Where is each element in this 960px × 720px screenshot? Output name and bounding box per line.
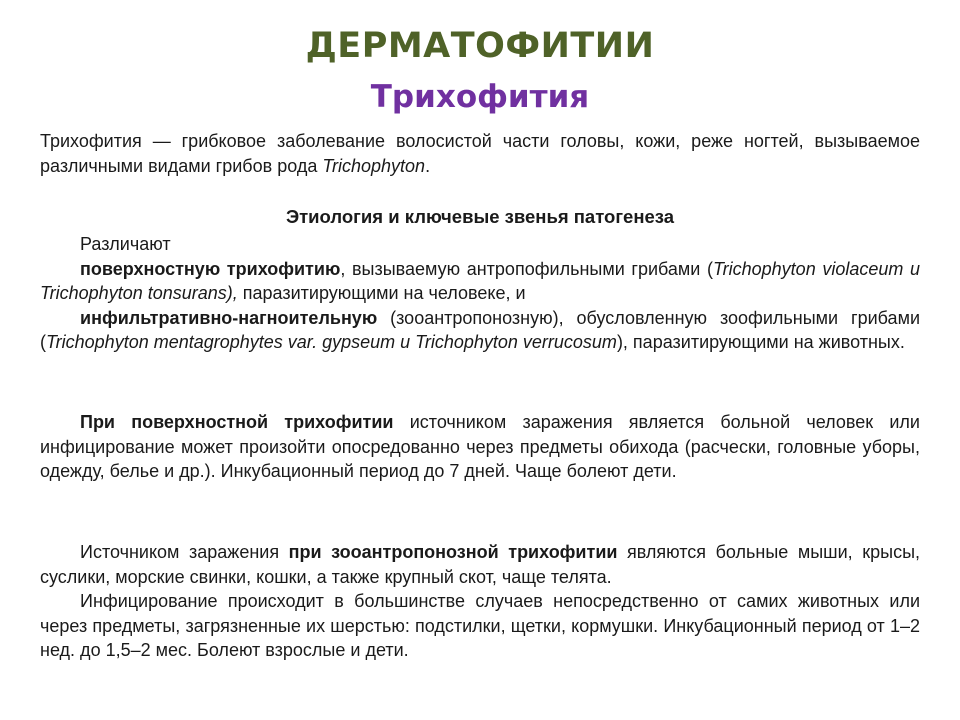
superficial-text2: паразитирующими на человеке, и: [237, 283, 526, 303]
infiltrative-text1: (зооантропонозную), обусловленную зоофильными грибами (: [40, 307, 920, 352]
superficial-paragraph: [40, 257, 920, 306]
definition-end: .: [425, 155, 431, 176]
zoo-source-text1: Источником заражения: [80, 542, 289, 562]
slide-title: ДЕРМАТОФИТИИ: [305, 26, 655, 66]
superficial-text1: , вызываемую антропофильными грибами (: [340, 258, 713, 279]
superficial-source-paragraph: [40, 410, 920, 484]
etiology-block: [40, 232, 920, 355]
distinguish-line: Различают: [80, 234, 171, 254]
superficial-species: Trichophyton violaceum и Trichophyton tonsurans),: [40, 258, 920, 303]
zoo-source-block: [40, 540, 920, 663]
section-heading: Этиология и ключевые звенья патогенеза: [285, 206, 675, 227]
zoo-source-text2: являются больные мыши, крысы, суслики, морские свинки, кошки, а также крупный скот, чаще телята.: [40, 542, 921, 587]
superficial-source-block: [40, 410, 920, 484]
infiltrative-bold: инфильтративно-нагноительную: [80, 307, 378, 328]
zoo-source-bold: при зооантропонозной трихофитии: [288, 542, 618, 562]
superficial-source-bold: При поверхностной трихофитии: [80, 412, 394, 432]
definition-text: Трихофития — грибковое заболевание волосистой части головы, кожи, реже ногтей, вызываемое различными видами грибов рода: [40, 131, 920, 176]
definition-block: [40, 129, 920, 178]
zoo-source-paragraph: [40, 540, 920, 589]
definition-genus: Trichophyton: [322, 155, 426, 176]
infection-paragraph: Инфицирование происходит в большинстве случаев непосредственно от самих животных или через предметы, загрязненные их шерстью: подстилки, щетки, кормушки. Инкубационный период от 1–2 нед. до 1,5–2 мес. Болеют взрослые и дети.: [40, 591, 920, 660]
superficial-source-text: источником заражения является больной человек или инфицирование может произойти опосредованно через предметы обихода (расчески, головные уборы, одежду, белье и др.). Инкубационный период до 7 дней. Чаще болеют дети.: [40, 412, 920, 481]
superficial-bold: поверхностную трихофитию: [80, 258, 341, 279]
infiltrative-species: Trichophyton mentagrophytes var. gypseum и Trichophyton verrucosum: [46, 332, 617, 352]
section-heading-block: [40, 205, 920, 230]
infiltrative-text2: ), паразитирующими на животных.: [616, 332, 905, 352]
definition-paragraph: [40, 129, 920, 178]
slide-subtitle: Трихофития: [370, 79, 590, 115]
infiltrative-paragraph: [40, 306, 920, 355]
